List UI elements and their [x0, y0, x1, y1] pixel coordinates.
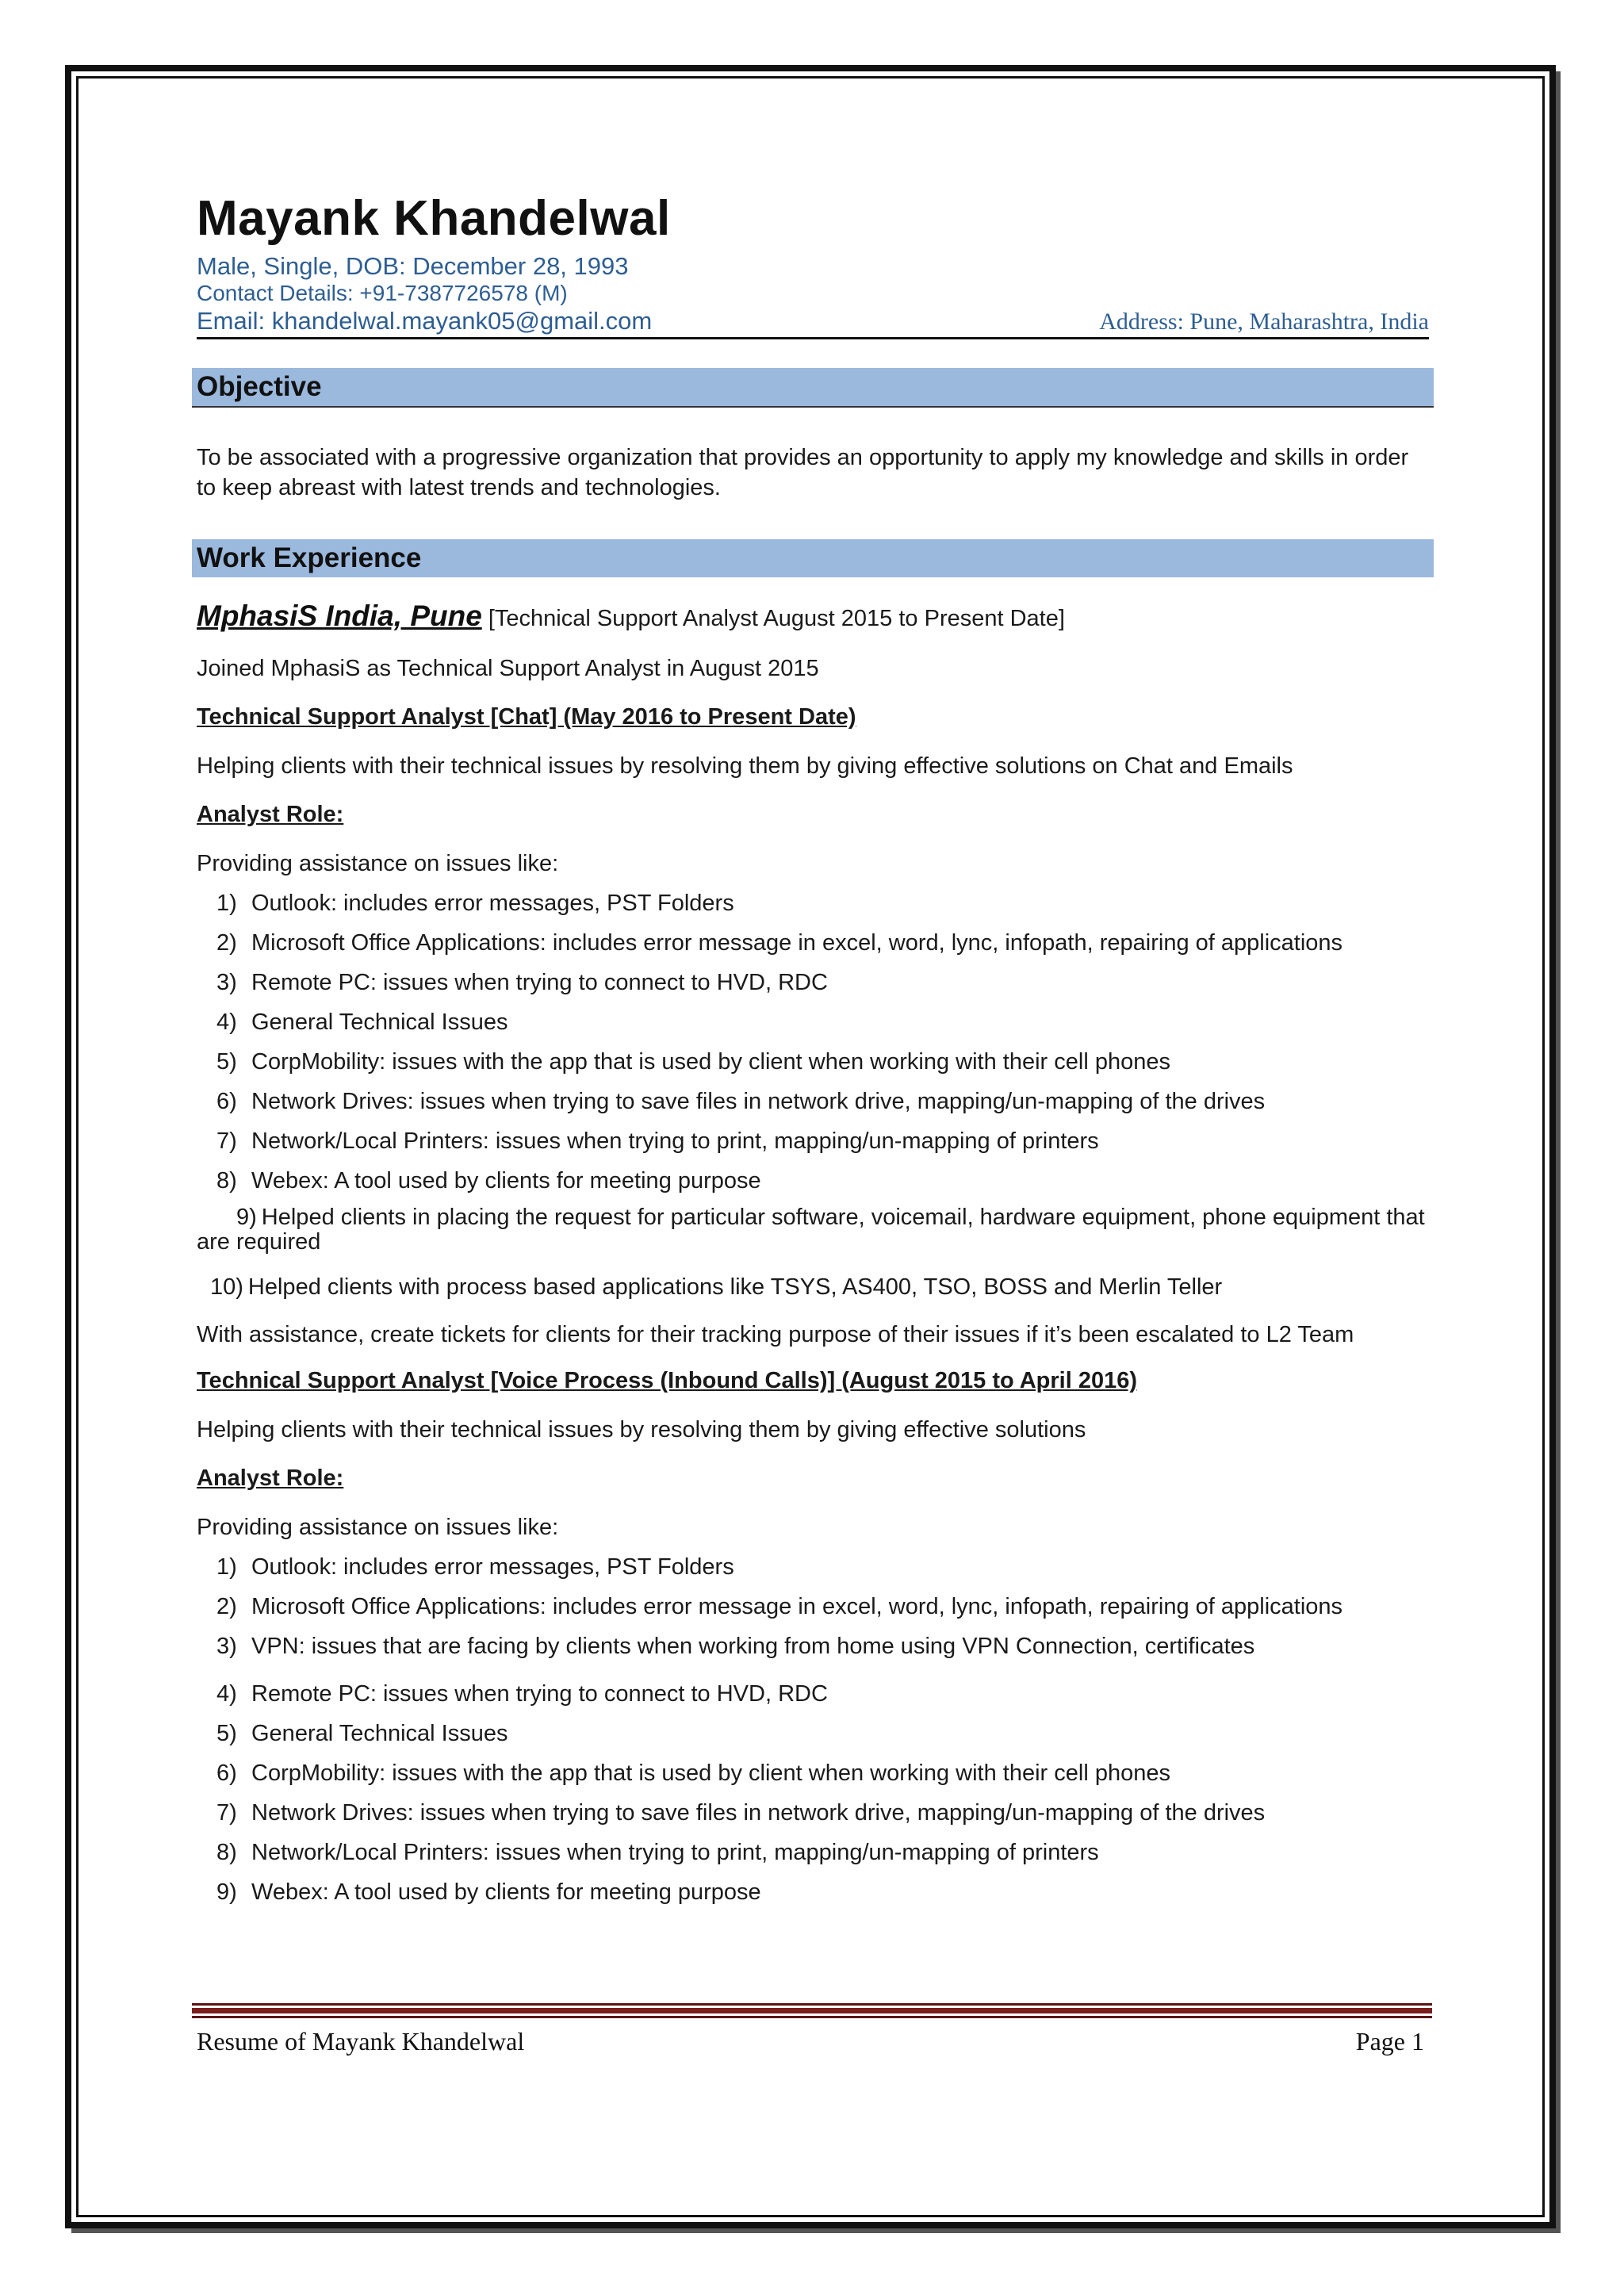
contact-details: Contact Details: +91-7387726578 (M): [197, 281, 568, 306]
resume-content: [197, 190, 1429, 1907]
address: Address: Pune, Maharashtra, India: [1099, 308, 1429, 335]
candidate-name: Mayank Khandelwal: [197, 191, 671, 246]
list-item: 3) VPN: issues that are facing by clients when working from home using VPN Connection, certificates: [216, 1633, 1255, 1659]
list-item: 8) Network/Local Printers: issues when trying to print, mapping/un-mapping of printers: [216, 1839, 1099, 1865]
list-item: 7) Network/Local Printers: issues when trying to print, mapping/un-mapping of printers: [216, 1128, 1099, 1154]
list-item: 4) General Technical Issues: [216, 1009, 508, 1035]
voice-role-summary: Helping clients with their technical issues by resolving them by giving effective solutions: [197, 1416, 1086, 1443]
list-item: 2) Microsoft Office Applications: includes error message in excel, word, lync, infopath, repairing of applications: [216, 1593, 1343, 1619]
company-line: [197, 600, 1429, 633]
chat-analyst-role-label: Analyst Role:: [197, 801, 344, 827]
footer-rule: [192, 2003, 1432, 2006]
company-details: [Technical Support Analyst August 2015 to Present Date]: [488, 605, 1065, 631]
list-item: 1) Outlook: includes error messages, PST Folders: [216, 890, 734, 916]
list-item: 5) CorpMobility: issues with the app that is used by client when working with their cell phones: [216, 1048, 1170, 1075]
list-item: 1) Outlook: includes error messages, PST Folders: [216, 1554, 734, 1580]
list-item: 9) Helped clients in placing the request for particular software, voicemail, hardware equipment, phone equipment that are required: [197, 1204, 1425, 1255]
chat-role-closing: With assistance, create tickets for clients for their tracking purpose of their issues if it’s been escalated to L2 Team: [197, 1321, 1354, 1347]
list-item: 5) General Technical Issues: [216, 1720, 508, 1746]
page-border-shadow-right: [1556, 71, 1561, 2233]
footer-title: Resume of Mayank Khandelwal: [197, 2027, 525, 2056]
voice-analyst-role-label: Analyst Role:: [197, 1465, 344, 1491]
list-item: 7) Network Drives: issues when trying to save files in network drive, mapping/un-mapping of the drives: [216, 1799, 1266, 1826]
personal-details: Male, Single, DOB: December 28, 1993: [197, 252, 629, 281]
list-item: 8) Webex: A tool used by clients for meeting purpose: [216, 1167, 761, 1193]
list-item: 3) Remote PC: issues when trying to connect to HVD, RDC: [216, 969, 828, 995]
company-name: MphasiS India, Pune: [197, 599, 482, 632]
list-item: 4) Remote PC: issues when trying to connect to HVD, RDC: [216, 1680, 828, 1707]
voice-role-heading: Technical Support Analyst [Voice Process (Inbound Calls)] (August 2015 to April 2016): [197, 1367, 1137, 1393]
email-address-row: [197, 307, 1429, 339]
list-item: 6) Network Drives: issues when trying to save files in network drive, mapping/un-mapping of the drives: [216, 1088, 1266, 1114]
list-item: 6) CorpMobility: issues with the app that is used by client when working with their cell phones: [216, 1760, 1170, 1786]
voice-role-list: [197, 1552, 1429, 1907]
chat-role-summary: Helping clients with their technical issues by resolving them by giving effective solutions on Chat and Emails: [197, 753, 1293, 779]
list-item: 2) Microsoft Office Applications: includes error message in excel, word, lync, infopath, repairing of applications: [216, 929, 1343, 956]
work-experience-heading: Work Experience: [192, 539, 1434, 577]
email[interactable]: Email: khandelwal.mayank05@gmail.com: [197, 306, 653, 335]
objective-heading: Objective: [192, 368, 1434, 408]
joined-text: Joined MphasiS as Technical Support Analyst in August 2015: [197, 655, 819, 681]
chat-role-list: [197, 888, 1429, 1302]
chat-role-heading: Technical Support Analyst [Chat] (May 2016 to Present Date): [197, 703, 856, 730]
list-item: 9) Webex: A tool used by clients for meeting purpose: [216, 1879, 761, 1905]
page-border-shadow-bottom: [71, 2228, 1561, 2233]
page-number: Page 1: [1355, 2027, 1424, 2056]
footer-rule-thick: [192, 2008, 1432, 2013]
voice-role-intro: Providing assistance on issues like:: [197, 1514, 559, 1540]
chat-role-intro: Providing assistance on issues like:: [197, 850, 559, 876]
list-item: 10) Helped clients with process based applications like TSYS, AS400, TSO, BOSS and Merlin Teller: [210, 1274, 1223, 1300]
objective-text: To be associated with a progressive organization that provides an opportunity to apply my knowledge and skills in order to keep abreast with latest trends and technologies.: [197, 444, 1409, 500]
footer-rule: [192, 2016, 1432, 2018]
